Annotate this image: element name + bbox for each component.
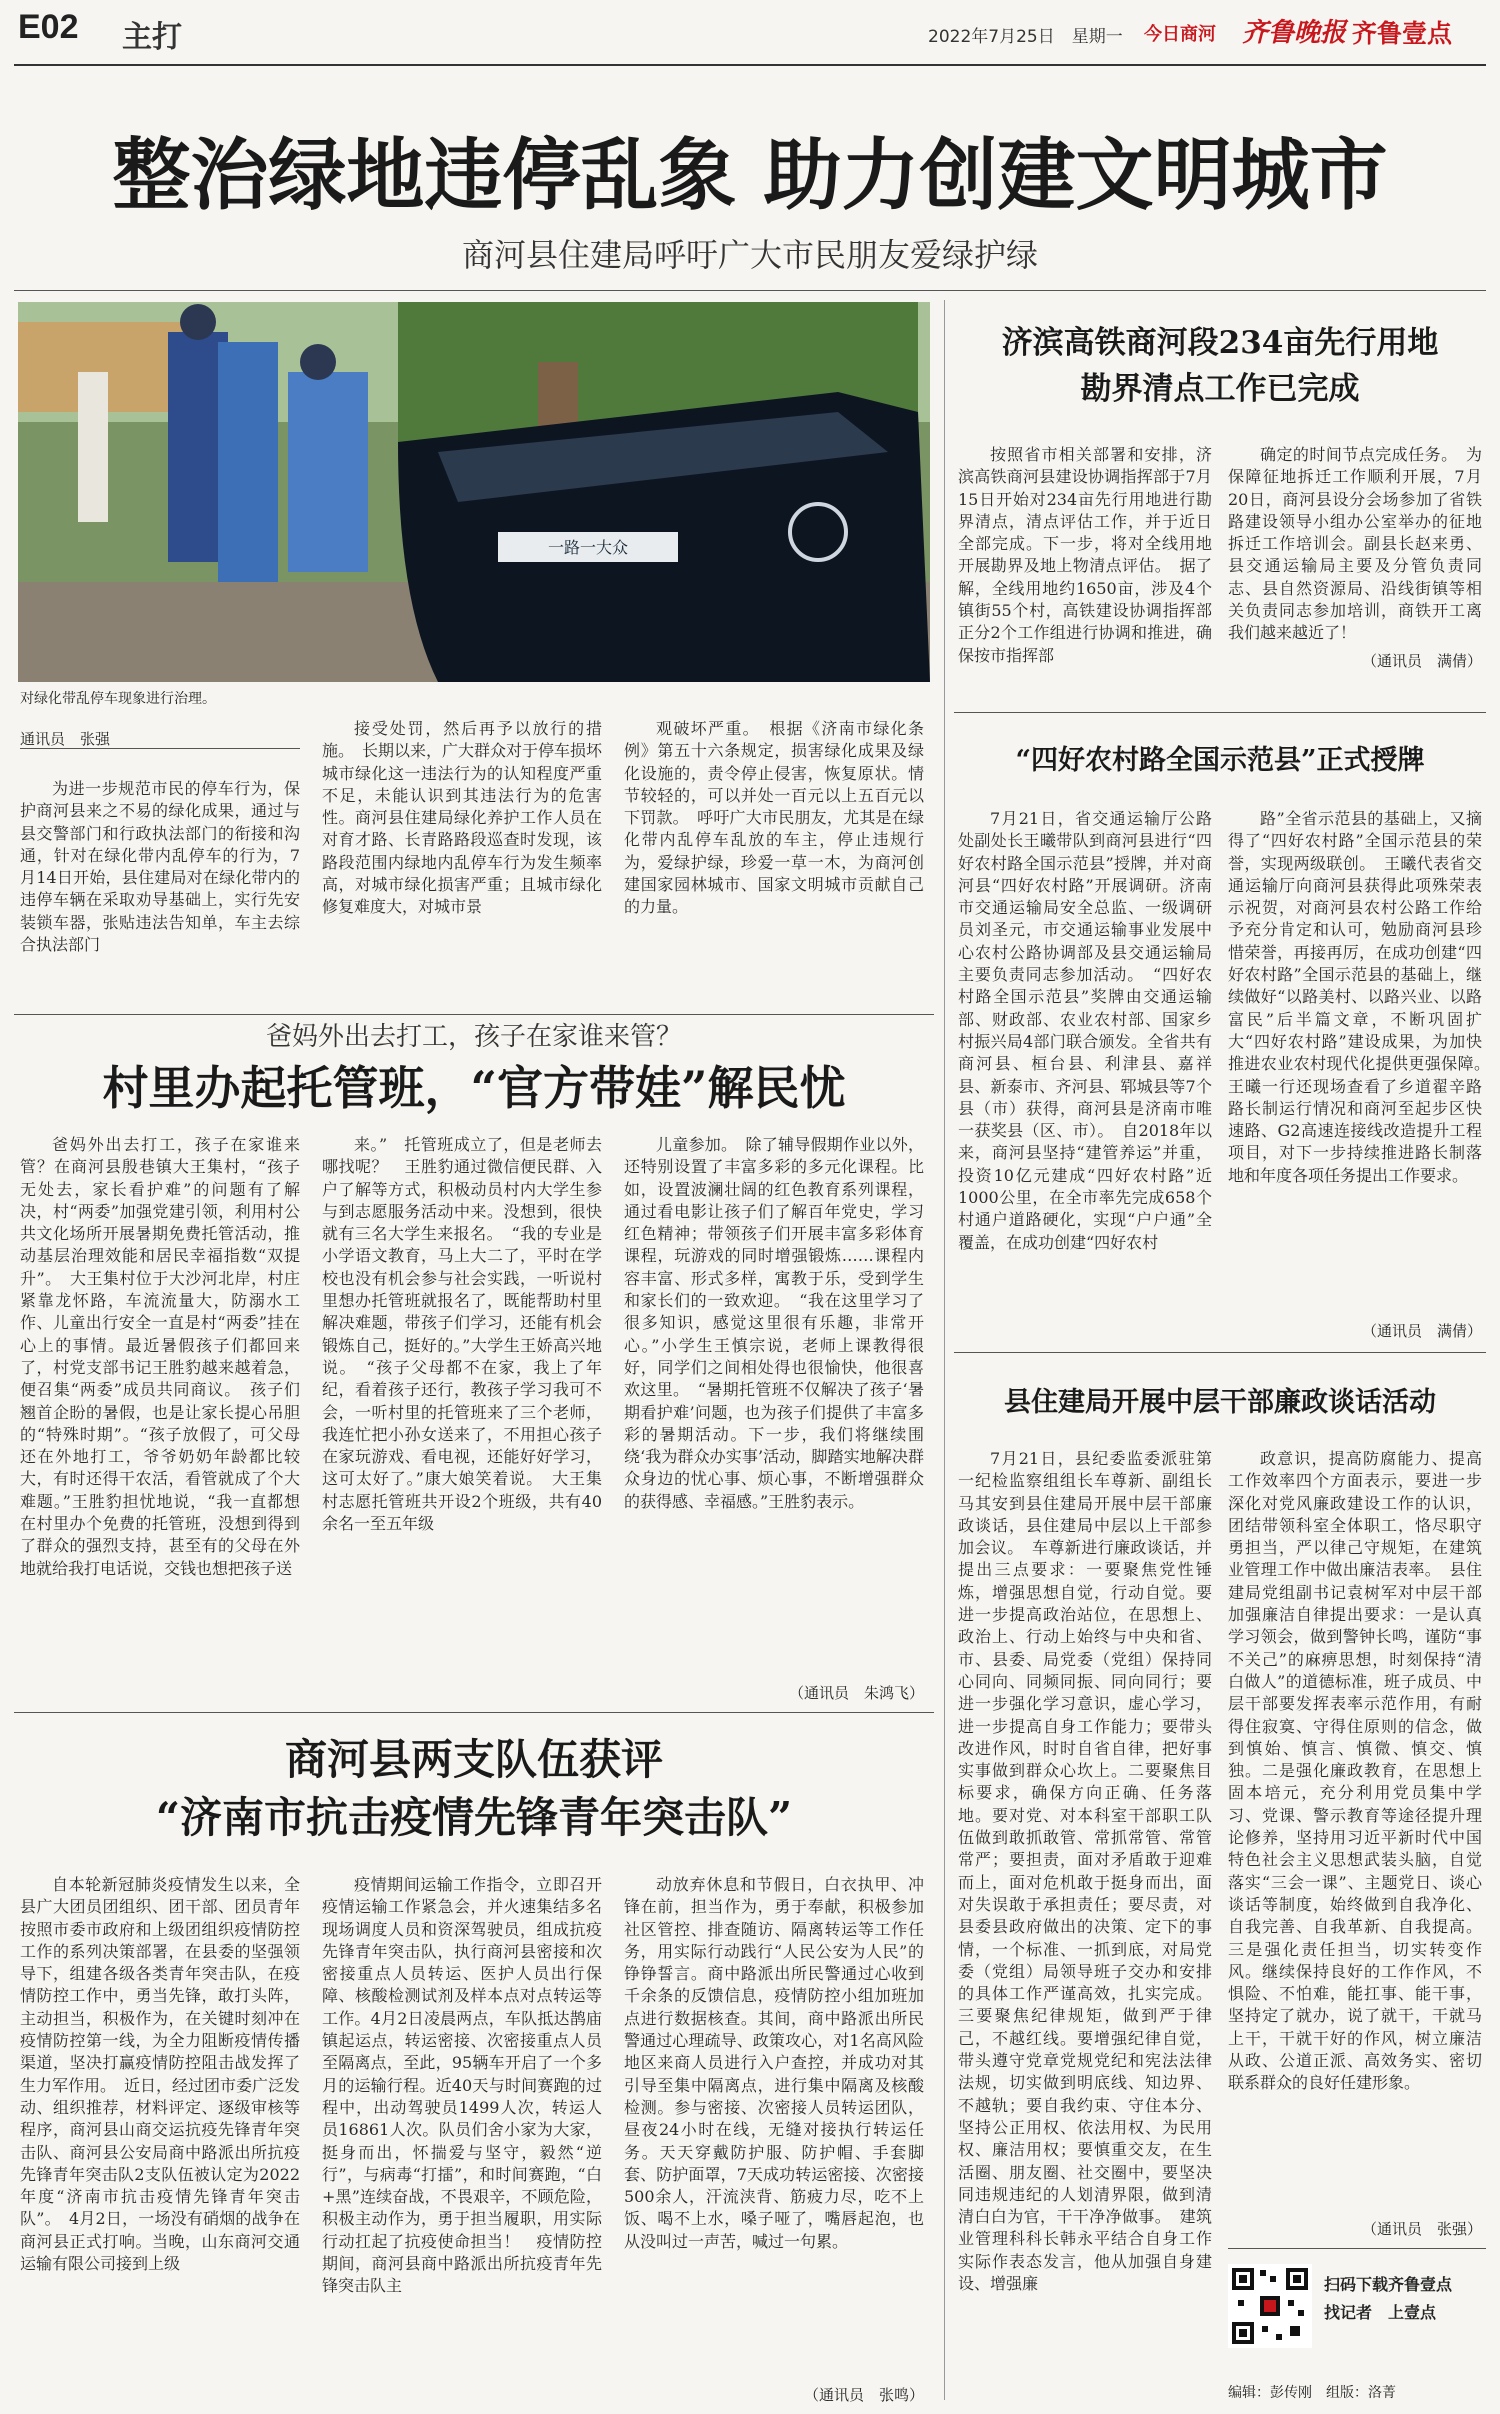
integrity-headline: 县住建局开展中层干部廉政谈话活动 [1004, 1387, 1436, 1418]
youth-headline-1: 商河县两支队伍获评 [284, 1735, 663, 1784]
lead-subheadline: 商河县住建局呼吁广大市民朋友爱绿护绿 [461, 236, 1038, 274]
lead-column-3: 观破坏严重。 根据《济南市绿化条例》第五十六条规定，损害绿化成果及绿化设施的，责令停止侵害，恢复原状。情节较轻的，可以并处一百元以上五百元以下罚款。 呼吁广大市民朋友，尤其是在绿化带内乱停车乱放的车主，停止违规行为，爱绿护绿，珍爱一草一木，为商河创建国家园林城市、国家文明城市贡献自己的力量。 [624, 719, 924, 917]
lead-byline: 通讯员 张强 [20, 730, 111, 748]
byline-rule [20, 748, 300, 749]
qr-text-reporter: 找记者 上壹点 [1324, 2303, 1437, 2322]
app-logo: 齐鲁壹点 [1352, 19, 1453, 48]
lead-headline: 整治绿地违停乱象 助力创建文明城市 [112, 130, 1388, 221]
childcare-signature: （通讯员 朱鸿飞） [788, 1684, 924, 1702]
lead-photo-illustration [18, 302, 930, 682]
column-name: 今日商河 [1144, 24, 1216, 45]
youth-column-1: 自本轮新冠肺炎疫情发生以来，全县广大团员团组织、团干部、团员青年按照市委市政府和上级团组织疫情防控工作的系列决策部署，在县委的坚强领导下，组建各级各类青年突击队，在疫情防控工作中，勇当先锋，敢打头阵，主动担当，积极作为，在关键时刻冲在疫情防控第一线，为全力阻断疫情传播渠道，坚决打赢疫情防控阻击战发挥了生力军作用。 近日，经过团市委广泛发动、组织推荐，材料评定、逐级审核等程序，商河县山商交运抗疫先锋青年突击队、商河县公安局商中路派出所抗疫先锋青年突击队2支队伍被认定为2022年度“济南市抗击疫情先锋青年突击队”。 4月2日，一场没有硝烟的战争在商河县正式打响。当晚，山东商河交通运输有限公司接到上级 [20, 1875, 301, 2274]
integrity-column-1: 7月21日，县纪委监委派驻第一纪检监察组组长车尊新、副组长马其安到县住建局开展中层干部廉政谈话，县住建局中层以上干部参加会议。 车尊新进行廉政谈话，并提出三点要求：一要聚焦党性锤炼，增强思想自觉，行动自觉。要进一步提高政治站位，在思想上、政治上、行动上始终与中央和省、市、县委、局党委（党组）保持同心同向、同频同振、同向同行；要进一步强化学习意识，虚心学习，进一步提高自身工作能力；要带头改进作风，时时自省自律，把好事实事做到群众心坎上。二要聚焦目标要求，确保方向正确、任务落地。要对党、对本科室干部职工队伍做到敢抓敢管、常抓常管、常管常严；要担责，面对矛盾敢于迎难而上，面对危机敢于挺身而出，面对失误敢于承担责任；要尽责，对县委县政府做出的决策、定下的事情，一个标准、一抓到底，对局党委（党组）局领导班子交办和安排的具体工作严谨高效，扎实完成。三要聚焦纪律规矩，做到严于律己，不越红线。要增强纪律自觉，带头遵守党章党规党纪和宪法法律法规，切实做到明底线、知边界、不越轨；要自我约束、守住本分、坚持公正用权、依法用权、为民用权、廉洁用权；要慎重交友，在生活圈、朋友圈、社交圈中，要坚决同违规违纪的人划清界限，做到清清白白为官，干干净净做事。 建筑业管理科科长韩永平结合自身工作实际作表态发言，他从加强自身建设、增强廉 [958, 1449, 1212, 2293]
childcare-headline: 村里办起托管班，“官方带娃”解民忧 [102, 1061, 846, 1115]
qr-text-download: 扫码下载齐鲁壹点 [1324, 2275, 1453, 2294]
childcare-column-1: 爸妈外出去打工，孩子在家谁来管？在商河县殷巷镇大王集村，“孩子无处去，家长看护难”的问题有了解决，村“两委”加强党建引领，利用村公共文化场所开展暑期免费托管活动，推动基层治理效能和居民幸福指数“双提升”。 大王集村位于大沙河北岸，村庄紧靠龙怀路，车流流量大，防溺水工作、儿童出行安全一直是村“两委”挂在心上的事情。最近暑假孩子们都回来了，村党支部书记王胜豹越来越着急，便召集“两委”成员共同商议。 孩子们翘首企盼的暑假，也是让家长提心吊胆的“特殊时期”。“孩子放假了，可父母还在外地打工，爷爷奶奶年龄都比较大，有时还得干农活，看管就成了个大难题。”王胜豹担忧地说，“我一直都想在村里办个免费的托管班，没想到得到了群众的强烈支持，甚至有的父母在外地就给我打电话说，交钱也想把孩子送 [20, 1135, 300, 1578]
youth-rule [14, 1712, 934, 1713]
lead-photo [18, 302, 930, 682]
youth-column-3: 动放弃休息和节假日，白衣执甲、冲锋在前，担当作为，勇于奉献，积极参加社区管控、排查随访、隔离转运等工作任务，用实际行动践行“人民公安为人民”的铮铮誓言。商中路派出所民警通过心收到千余条的反馈信息，疫情防控小组加班加点进行数据核查。其间，商中路派出所民警通过心理疏导、政策攻心，对1名高风险地区来商人员进行入户查控，并成功对其引导至集中隔离点，进行集中隔离及核酸检测。参与密接、次密接人员转运团队，昼夜24小时在线，无缝对接执行转运任务。天天穿戴防护服、防护帽、手套脚套、防护面罩，7天成功转运密接、次密接500余人，汗流浃背、筋疲力尽，吃不上饭、喝不上水，嗓子哑了，嘴唇起泡，也从没叫过一声苦，喊过一句累。 [624, 1875, 924, 2251]
youth-column-2: 疫情期间运输工作指令，立即召开疫情运输工作紧急会，并火速集结多名现场调度人员和资深驾驶员，组成抗疫先锋青年突击队，执行商河县密接和次密接重点人员转运、医护人员出行保障、核酸检测试剂及样本点对点转运等工作。4月2日凌晨两点，车队抵达鹊庙镇起运点，转运密接、次密接重点人员至隔离点，至此，95辆车开启了一个多月的运输行程。近40天与时间赛跑的过程中，出动驾驶员1499人次，转运人员16861人次。队员们舍小家为大家，挺身而出，怀揣爱与坚守，毅然“逆行”，与病毒“打擂”，和时间赛跑，“白+黑”连续奋战，不畏艰辛，不顾危险，积极主动作为，勇于担当履职，用实际行动扛起了抗疫使命担当！ 疫情防控期间，商河县商中路派出所抗疫青年先锋突击队主 [322, 1875, 602, 2296]
rail-headline-2: 勘界清点工作已完成 [1080, 371, 1360, 407]
roads-column-1: 7月21日，省交通运输厅公路处副处长王曦带队到商河县进行“四好农村路全国示范县”授牌，并对商河县“四好农村路”开展调研。济南市交通运输局安全总监、一级调研员刘圣元，市交通运输事业发展中心农村公路协调部及县交通运输局主要负责同志参加活动。 “四好农村路全国示范县”奖牌由交通运输部、财政部、农业农村部、国家乡村振兴局4部门联合颁发。全省共有商河县、桓台县、利津县、嘉祥县、新泰市、齐河县、郓城县等7个县（市）获得，商河县是济南市唯一获奖县（区、市）。 自2018年以来，商河县坚持“建管养运”并重，投资10亿元建成“四好农村路”近1000公里，在全市率先完成658个村通户道路硬化，实现“户户通”全覆盖，在成功创建“四好农村 [958, 809, 1212, 1252]
qr-code-icon [1228, 2264, 1312, 2348]
issue-date: 2022年7月25日 星期一 [928, 27, 1123, 47]
youth-signature: （通讯员 张鸣） [803, 2386, 924, 2404]
roads-column-2: 路”全省示范县的基础上，又摘得了“四好农村路”全国示范县的荣誉，实现两级联创。 王曦代表省交通运输厅向商河县获得此项殊荣表示祝贺，对商河县农村公路工作给予充分肯定和认可，勉励商河县珍惜荣誉，再接再厉，在成功创建“四好农村路”全国示范县的基础上，继续做好“以路美村、以路兴业、以路富民”后半篇文章，不断巩固扩大“四好农村路”建设成果，为加快推进农业农村现代化提供更强保障。 王曦一行还现场查看了乡道翟辛路路长制运行情况和商河至起步区快速路、G2高速连接线改造提升工程项目，对下一步持续推进路长制落地和年度各项任务提出工作要求。 [1228, 809, 1499, 1185]
roads-rule [954, 712, 1486, 713]
rail-column-2: 确定的时间节点完成任务。 为保障征地拆迁工作顺利开展，7月20日，商河县设分会场参加了省铁路建设领导小组办公室举办的征地拆迁工作培训会。副县长赵来勇、县交通运输局主要及分管负责同志、县自然资源局、沿线街镇等相关负责同志参加培训，商铁开工离我们越来越近了！ [1228, 445, 1482, 643]
page-number: E02 [18, 8, 79, 46]
masthead-rule [14, 64, 1486, 66]
rail-column-1: 按照省市相关部署和安排，济滨高铁商河县建设协调指挥部于7月15日开始对234亩先行用地进行勘界清点，清点评估工作，并于近日全部完成。下一步，将对全线用地开展勘界及地上物清点评估。 据了解，全线用地约1650亩，涉及4个镇街55个村，高铁建设协调指挥部正分2个工作组进行协调和推进，确保按市指挥部 [958, 445, 1212, 665]
childcare-rule [14, 1014, 934, 1015]
childcare-column-3: 儿童参加。 除了辅导假期作业以外，还特别设置了丰富多彩的多元化课程。比如，设置波澜壮阔的红色教育系列课程，通过看电影让孩子们了解百年党史，学习红色精神；带领孩子们开展丰富多彩体育课程，玩游戏的同时增强锻炼……课程内容丰富、形式多样，寓教于乐，受到学生和家长们的一致欢迎。 “我在这里学习了很多知识，感觉这里很有乐趣，非常开心。”小学生王慎宗说，老师上课教得很好，同学们之间相处得也很愉快，他很喜欢这里。 “暑期托管班不仅解决了孩子‘暑期看护难’问题，也为孩子们提供了丰富多彩的暑期活动。下一步，我们将继续围绕‘我为群众办实事’活动，脚踏实地解决群众身边的忧心事、烦心事，不断增强群众的获得感、幸福感。”王胜豹表示。 [624, 1135, 924, 1511]
newspaper-logo: 齐鲁晚报 [1242, 18, 1347, 48]
lead-rule [14, 290, 1486, 291]
integrity-signature: （通讯员 张强） [1361, 2220, 1482, 2238]
childcare-kicker: 爸妈外出去打工，孩子在家谁来管？ [265, 1022, 682, 1052]
license-plate: 一路一大众 [547, 538, 628, 557]
lead-column-2: 接受处罚，然后再予以放行的措施。 长期以来，广大群众对于停车损坏城市绿化这一违法行为的认知程度严重不足，未能认识到其违法行为的危害性。商河县住建局绿化养护工作人员在对育才路、长青路路段巡查时发现，该路段范围内绿地内乱停车行为发生频率高，对城市绿化损害严重；且城市绿化修复难度大，对城市景 [322, 719, 603, 917]
rail-signature: （通讯员 满倩） [1361, 652, 1482, 670]
integrity-rule [954, 1352, 1486, 1353]
qr-code[interactable] [1228, 2264, 1312, 2348]
lead-photo-caption: 对绿化带乱停车现象进行治理。 [20, 691, 216, 707]
rail-headline-1: 济滨高铁商河段234亩先行用地 [1001, 325, 1439, 361]
lead-column-1: 为进一步规范市民的停车行为，保护商河县来之不易的绿化成果，通过与县交警部门和行政执法部门的衔接和沟通，针对在绿化带内乱停车的行为，7月14日开始，县住建局对在绿化带内的违停车辆在采取劝导基础上，实行先安装锁车器，张贴违法告知单，车主去综合执法部门 [20, 779, 300, 955]
column-divider [944, 300, 945, 2400]
integrity-column-2: 政意识，提高防腐能力、提高工作效率四个方面表示，要进一步深化对党风廉政建设工作的认识，团结带领科室全体职工，恪尽职守勇担当，严以律己守规矩，在建筑业管理工作中做出廉洁表率。 县住建局党组副书记袁树军对中层干部加强廉洁自律提出要求：一是认真学习领会，做到警钟长鸣，谨防“事不关己”的麻痹思想，时刻保持“清白做人”的道德标准，班子成员、中层干部要发挥表率示范作用，有耐得住寂寞、守得住原则的信念，做到慎始、慎言、慎微、慎交、慎独。二是强化廉政教育，在思想上固本培元，充分利用党员集中学习、党课、警示教育等途径提升理论修养，坚持用习近平新时代中国特色社会主义思想武装头脑，自觉落实“三会一课”、主题党日、谈心谈话等制度，始终做到自我净化、自我完善、自我革新、自我提高。三是强化责任担当，切实转变作风。继续保持良好的工作作风，不惧险、不怕难，能扛事、能干事，坚持定了就办，说了就干，干就马上干，干就干好的作风，树立廉洁从政、公道正派、高效务实、密切联系群众的良好任建形象。 [1228, 1449, 1482, 2093]
roads-headline: “四好农村路全国示范县”正式授牌 [1015, 745, 1425, 776]
roads-signature: （通讯员 满倩） [1361, 1322, 1482, 1340]
youth-headline-2: “济南市抗击疫情先锋青年突击队” [155, 1793, 793, 1842]
footer-rule [1228, 2248, 1486, 2249]
childcare-column-2: 来。” 托管班成立了，但是老师去哪找呢？ 王胜豹通过微信便民群、入户了解等方式，积极动员村内大学生参与到志愿服务活动中来。没想到，很快就有三名大学生来报名。 “我的专业是小学语文教育，马上大二了，平时在学校也没有机会参与社会实践，一听说村里想办托管班就报名了，既能帮助村里解决难题，带孩子们学习，还能有机会锻炼自己，挺好的。”大学生王娇高兴地说。 “孩子父母都不在家，我上了年纪，看着孩子还行，教孩子学习我可不会，一听村里的托管班来了三个老师，我连忙把小孙女送来了，不用担心孩子在家玩游戏、看电视，还能好好学习，这可太好了。”康大娘笑着说。 大王集村志愿托管班共开设2个班级，共有40余名一至五年级 [322, 1135, 602, 1534]
editor-credits: 编辑：彭传刚 组版：洛菁 [1228, 2385, 1396, 2401]
section-name: 主打 [122, 20, 182, 55]
